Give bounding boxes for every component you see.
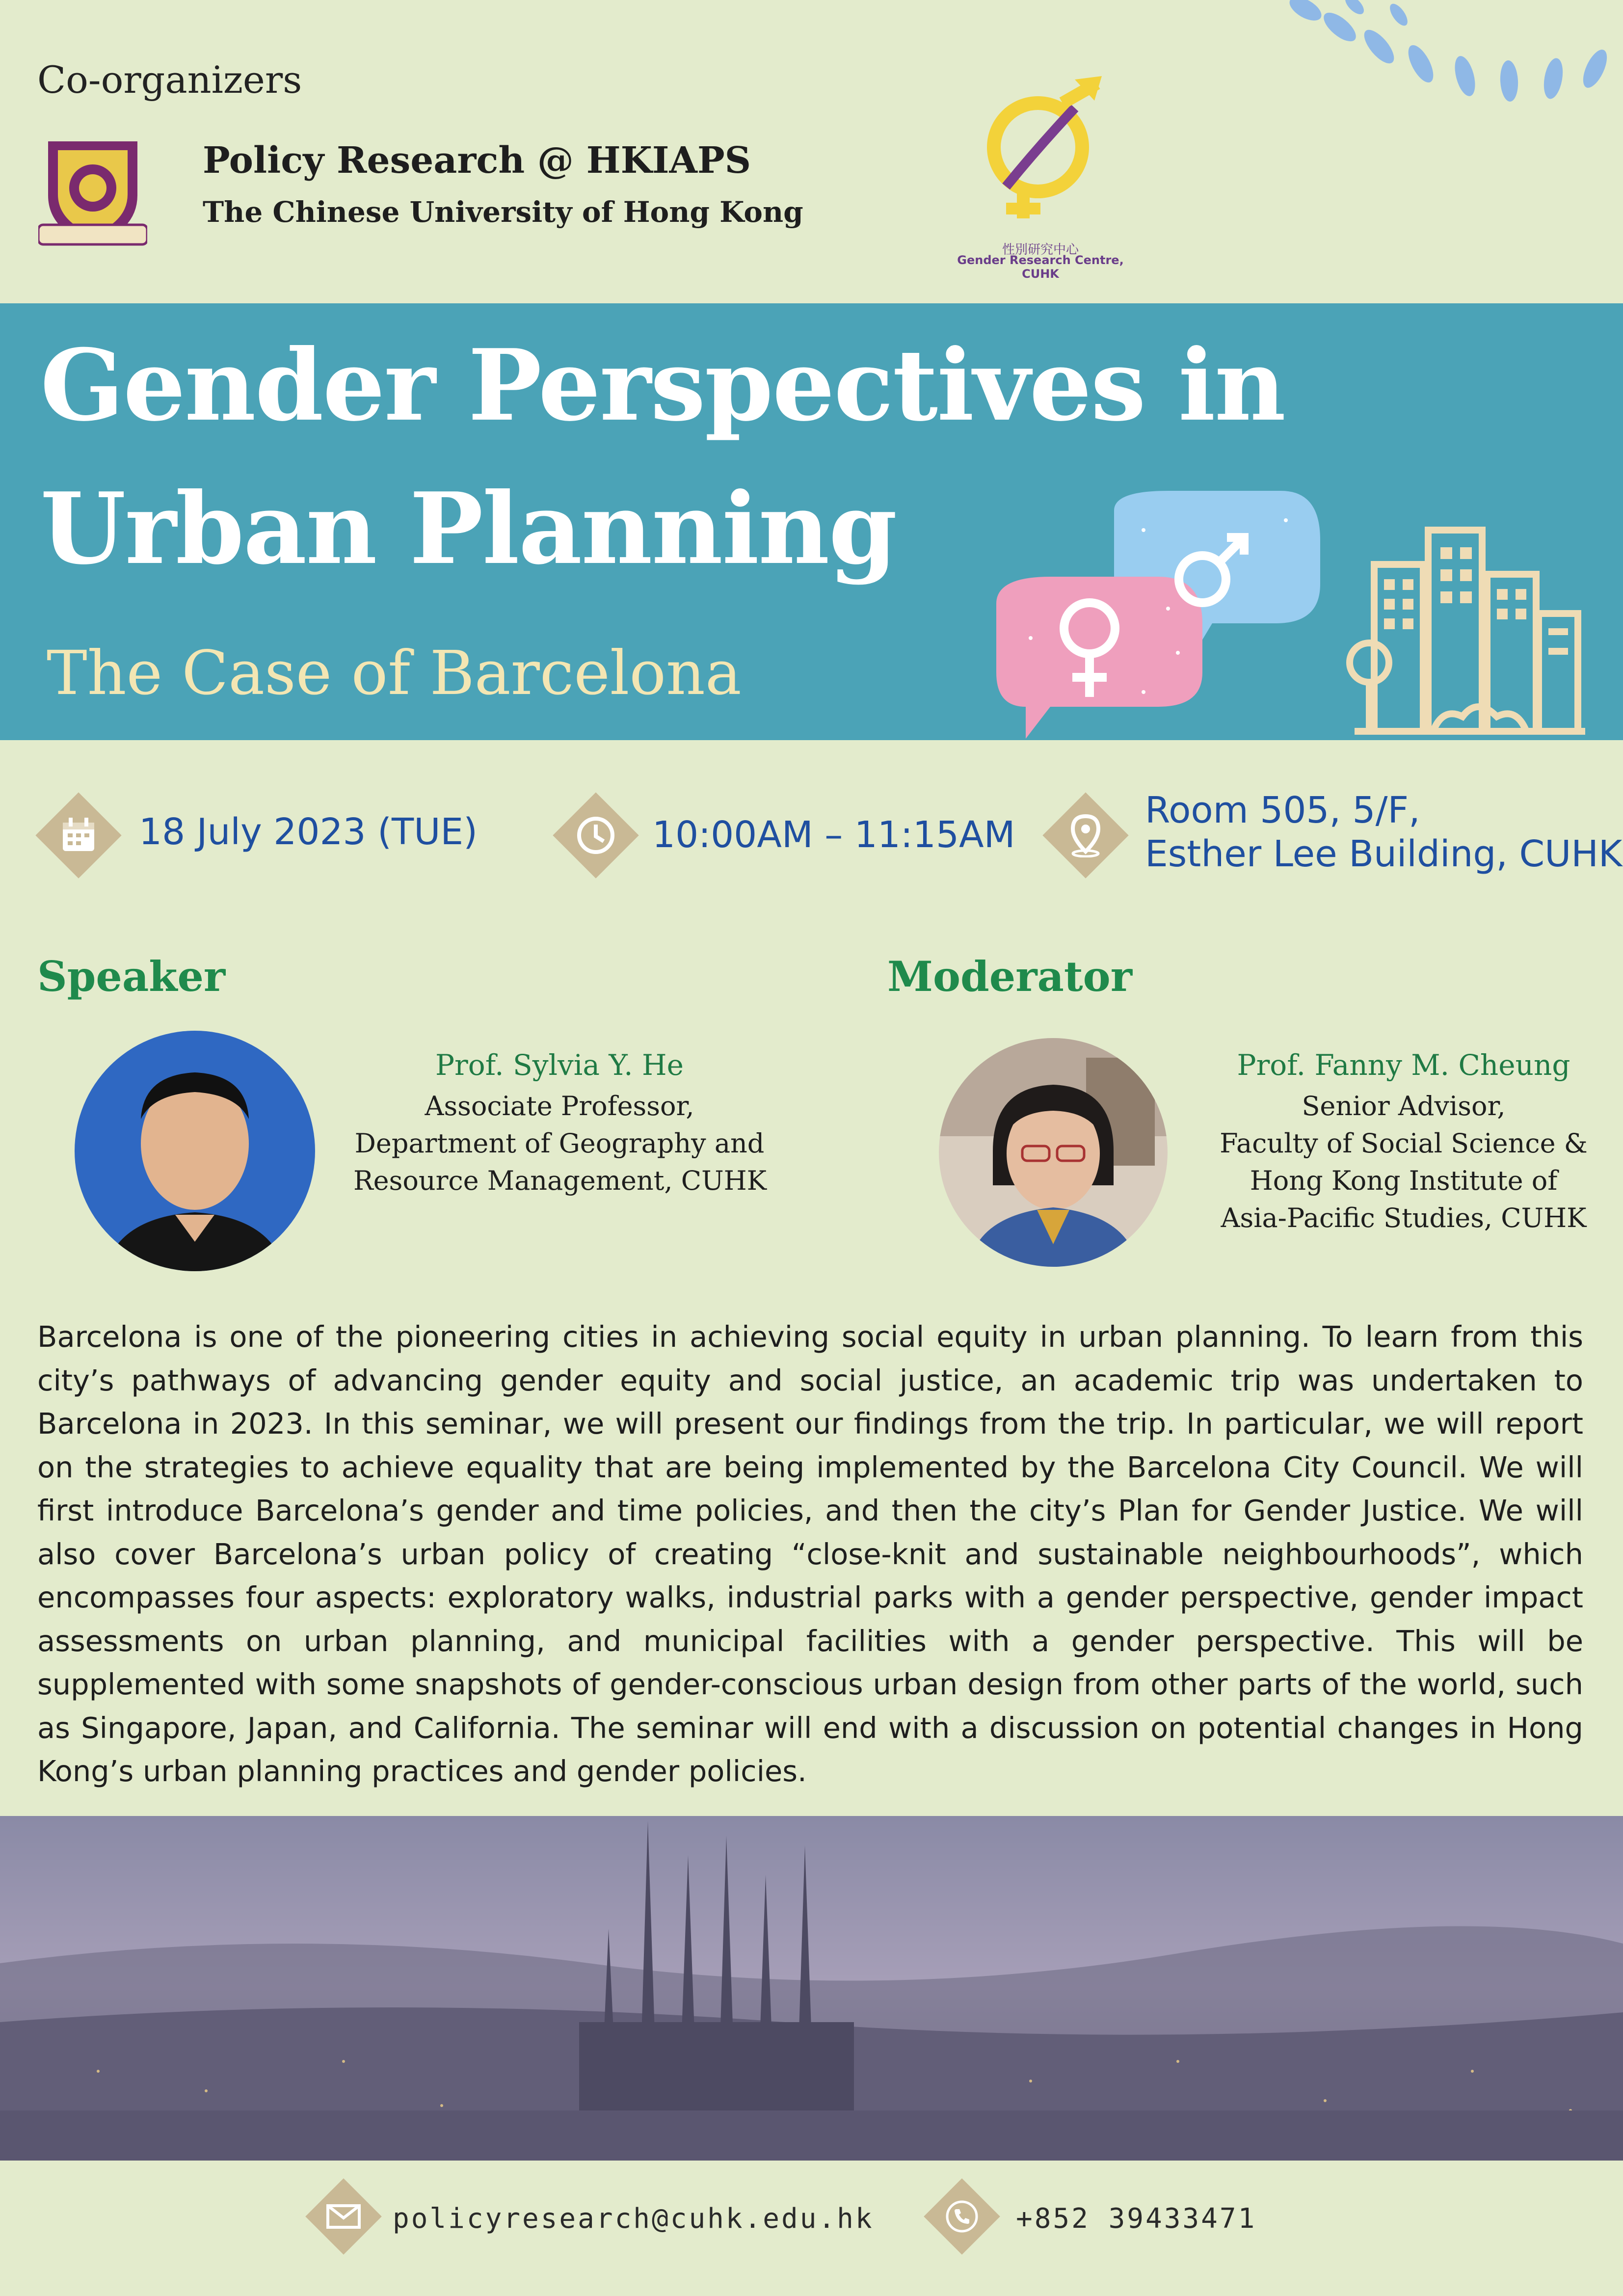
venue-icon-badge: [1055, 805, 1116, 866]
speaker-role-line1: Associate Professor,: [425, 1091, 694, 1121]
policy-research-subtitle: The Chinese University of Hong Kong: [203, 195, 803, 229]
grc-name-chinese: 性別研究中心: [1002, 242, 1079, 257]
grc-name-english: Gender Research Centre, CUHK: [957, 253, 1124, 281]
event-time: 10:00AM – 11:15AM: [652, 814, 1015, 856]
event-venue-line2: Esther Lee Building, CUHK: [1145, 833, 1623, 875]
moderator-heading: Moderator: [887, 952, 1132, 1001]
event-title-line1: Gender Perspectives in: [40, 328, 1285, 443]
coorganizers-label: Co-organizers: [37, 58, 302, 102]
phone-icon-badge: [935, 2189, 989, 2243]
moderator-role-line4: Asia-Pacific Studies, CUHK: [1221, 1202, 1587, 1233]
moderator-role-line1: Senior Advisor,: [1302, 1091, 1506, 1121]
location-pin-icon: [1066, 813, 1105, 857]
moderator-photo: [939, 1038, 1168, 1267]
moderator-name: Prof. Fanny M. Cheung: [1237, 1048, 1570, 1082]
event-venue-line1: Room 505, 5/F,: [1145, 789, 1420, 831]
contact-email[interactable]: policyresearch@cuhk.edu.hk: [393, 2203, 874, 2235]
city-buildings-illustration: [1345, 501, 1590, 740]
calendar-icon: [59, 816, 98, 855]
envelope-icon: [326, 2204, 361, 2229]
moderator-role-line3: Hong Kong Institute of: [1250, 1165, 1558, 1196]
barcelona-skyline-photo: [0, 1816, 1623, 2161]
speech-bubbles-illustration: [982, 491, 1325, 746]
speaker-heading: Speaker: [37, 952, 226, 1001]
speaker-role-line3: Resource Management, CUHK: [353, 1165, 767, 1196]
contact-phone[interactable]: +852 39433471: [1016, 2203, 1257, 2235]
moderator-role-line2: Faculty of Social Science &: [1220, 1128, 1588, 1159]
clock-icon: [575, 815, 616, 856]
speaker-photo: [75, 1031, 315, 1271]
time-icon-badge: [565, 805, 626, 866]
speaker-name: Prof. Sylvia Y. He: [435, 1048, 684, 1082]
cuhk-crest-logo: [38, 136, 147, 250]
phone-icon: [945, 2199, 979, 2234]
gender-research-centre-logo: [977, 74, 1104, 221]
decorative-dots: [1276, 0, 1623, 147]
policy-research-title: Policy Research @ HKIAPS: [203, 139, 751, 182]
date-icon-badge: [48, 805, 109, 866]
event-date: 18 July 2023 (TUE): [139, 811, 478, 853]
email-icon-badge: [317, 2189, 371, 2243]
event-subtitle: The Case of Barcelona: [47, 638, 742, 709]
speaker-role-line2: Department of Geography and: [354, 1128, 765, 1159]
event-description: Barcelona is one of the pioneering cities in achieving social equity in urban planning. To learn from this city’s pathways of advancing gender equity and social justice, an academic trip was undertaken to Barcelona in 2023. In this seminar, we will present our findings from the trip. In particular, we will report on the strategies to achieve equality that are being implemented by the Barcelona City Council. We will first introduce Barcelona’s gender and time policies, and then the city’s Plan for Gender Justice. We will also cover Barcelona’s urban policy of creating “close-knit and sustainable neighbourhoods”, which encompasses four aspects: exploratory walks, industrial parks with a gender perspective, gender impact assessments on urban planning, and municipal facilities with a gender perspective. This will be supplemented with some snapshots of gender-conscious urban design from other parts of the world, such as Singapore, Japan, and California. The seminar will end with a discussion on potential changes in Hong Kong’s urban planning practices and gender policies.: [37, 1320, 1583, 1788]
event-title-line2: Urban Planning: [40, 471, 897, 587]
